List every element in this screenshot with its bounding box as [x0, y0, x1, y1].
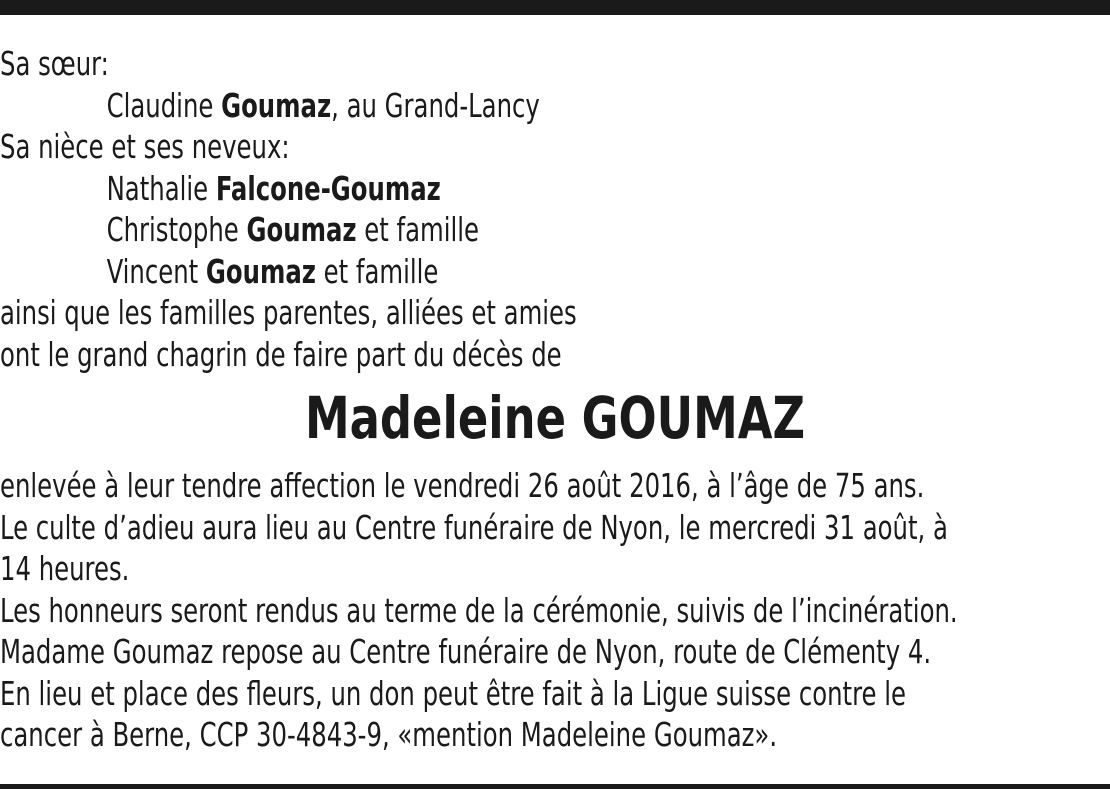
nephew-entry-christophe	[0, 209, 910, 251]
nephew1-first-name: Christophe	[106, 210, 239, 249]
details-line-1: enlevée à leur tendre affection le vendredi 26 août 2016, à l’âge de 75 ans.	[0, 466, 925, 505]
nephew2-last-name: Goumaz	[205, 251, 316, 291]
details-line-6: En lieu et place des fleurs, un don peut être fait à la Ligue suisse contre le	[0, 673, 906, 713]
nephews-heading: Sa nièce et ses neveux:	[0, 127, 290, 166]
sister-last-name: Goumaz	[221, 85, 332, 125]
niece-last-name: Falcone-Goumaz	[215, 168, 441, 208]
bottom-border-rule	[0, 784, 1110, 789]
other-families-line: ainsi que les familles parentes, alliées et amies	[0, 293, 577, 332]
obituary-notice	[0, 43, 1110, 756]
details-line-5: Madame Goumaz repose au Centre funéraire de Nyon, route de Clémenty 4.	[0, 632, 932, 671]
nephew1-suffix: et famille	[356, 210, 480, 249]
details-line-4: Les honneurs seront rendus au terme de la cérémonie, suivis de l’incinération.	[0, 590, 958, 630]
sister-heading: Sa sœur:	[0, 44, 109, 83]
sister-location: , au Grand-Lancy	[331, 85, 540, 125]
nephew2-suffix: et famille	[315, 251, 439, 291]
details-line-7: cancer à Berne, CCP 30-4843-9, «mention Madeleine Goumaz».	[0, 715, 778, 754]
sister-entry	[0, 85, 910, 127]
niece-entry	[0, 168, 910, 210]
top-border-rule	[0, 0, 1110, 15]
nephew1-last-name: Goumaz	[246, 210, 357, 249]
nephew2-first-name: Vincent	[106, 251, 199, 291]
announcement-line: ont le grand chagrin de faire part du décès de	[0, 334, 562, 374]
details-block	[0, 465, 1110, 756]
niece-first-name: Nathalie	[106, 168, 209, 208]
details-line-2: Le culte d’adieu aura lieu au Centre funéraire de Nyon, le mercredi 31 août, à	[0, 507, 948, 547]
nephew-entry-vincent	[0, 251, 910, 293]
deceased-name-heading: Madeleine GOUMAZ	[304, 384, 806, 452]
sister-first-name: Claudine	[106, 85, 214, 125]
details-line-3: 14 heures.	[0, 549, 130, 588]
